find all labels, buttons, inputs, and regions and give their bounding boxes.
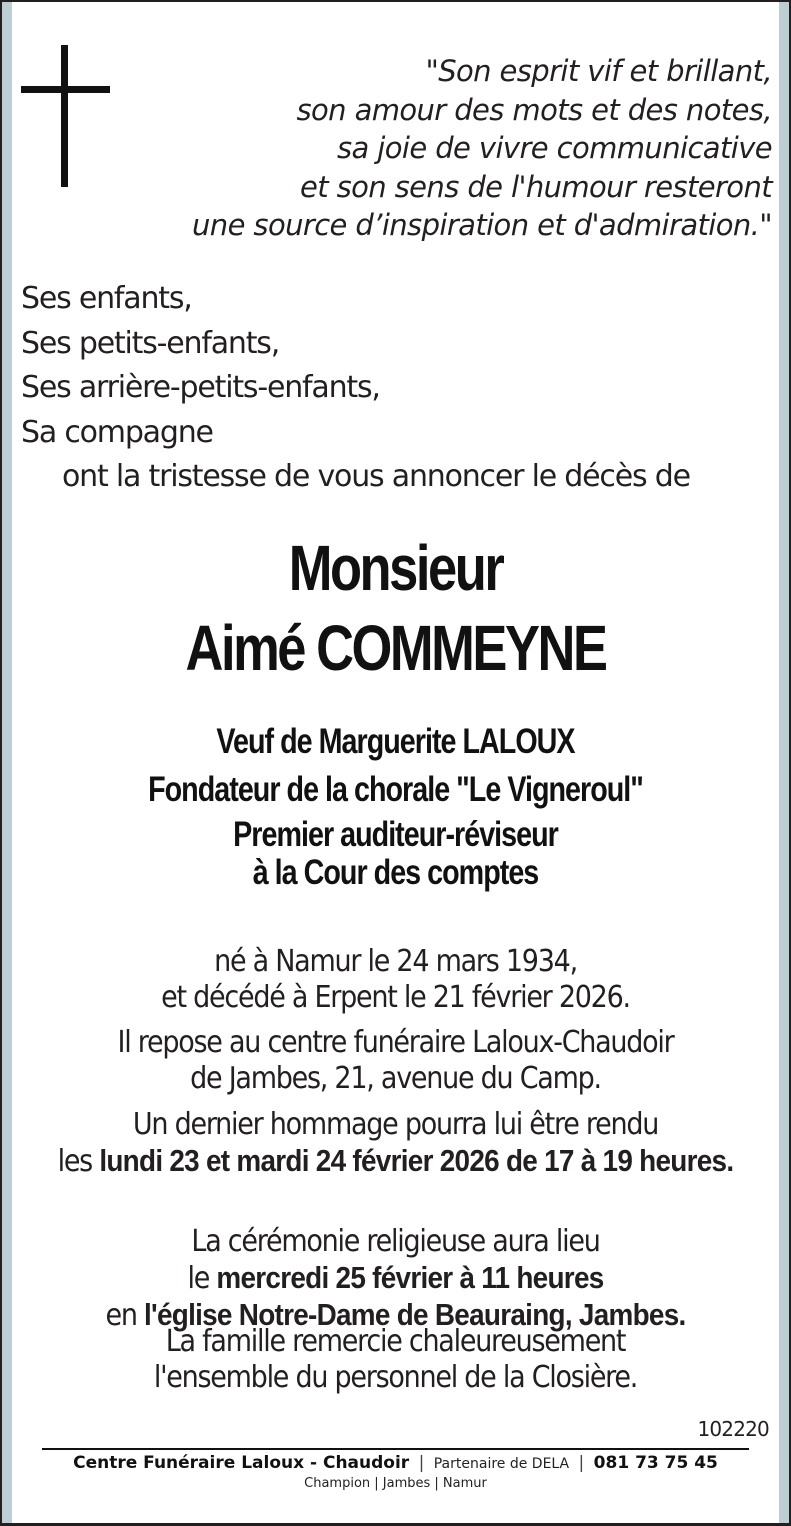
ceremony-paragraph	[52, 1224, 739, 1334]
family-member: Ses enfants,	[21, 281, 192, 316]
footer-separator: |	[418, 1453, 425, 1473]
footer-locations: Champion | Jambes | Namur	[304, 1476, 487, 1491]
right-side-stripe	[779, 2, 789, 1523]
position-line-2: à la Cour des comptes	[252, 853, 539, 892]
family-member: Ses petits-enfants,	[21, 325, 280, 361]
partner-text: Partenaire de DELA	[433, 1456, 570, 1472]
ceremony-line-1: La cérémonie religieuse aura lieu	[191, 1224, 600, 1259]
quote-line: et son sens de l'humour resteront	[299, 169, 772, 204]
church-prefix: en	[105, 1298, 145, 1333]
rests-line-1: Il repose au centre funéraire Laloux-Chaudoir	[117, 1025, 674, 1060]
death-line: et décédé à Erpent le 21 février 2026.	[161, 980, 630, 1015]
footer-separator: |	[578, 1453, 585, 1473]
funeral-home-name: Centre Funéraire Laloux - Chaudoir	[73, 1453, 410, 1473]
cross-horizontal-bar	[21, 86, 110, 93]
announcement-line: ont la tristesse de vous annoncer le décès de	[62, 459, 690, 494]
rests-line-2: de Jambes, 21, avenue du Camp.	[190, 1061, 601, 1096]
family-list	[21, 277, 380, 455]
tribute-prefix: les	[57, 1144, 100, 1179]
reference-number: 102220	[697, 1417, 769, 1441]
quote-line: une source d’inspiration et d'admiration."	[192, 208, 772, 242]
thanks-line-2: l'ensemble du personnel de la Closière.	[153, 1360, 638, 1395]
honorific: Monsieur	[288, 532, 503, 604]
tribute-line-1: Un dernier hommage pourra lui être rendu	[132, 1107, 659, 1142]
thanks-line-1: La famille remercie chaleureusement	[165, 1324, 626, 1359]
quote-line: "Son esprit vif et brillant,	[425, 54, 772, 88]
family-member: Sa compagne	[21, 414, 213, 450]
quote-line: son amour des mots et des notes,	[296, 92, 772, 127]
left-side-stripe	[2, 2, 12, 1523]
epigraph-quote	[132, 52, 772, 245]
position-line-1: Premier auditeur-réviseur	[233, 815, 558, 854]
ceremony-prefix: le	[187, 1261, 217, 1296]
birth-line: né à Namur le 24 mars 1934,	[214, 944, 577, 979]
tribute-paragraph	[52, 1107, 739, 1180]
founder-line: Fondateur de la chorale "Le Vigneroul"	[148, 770, 643, 809]
tribute-dates: lundi 23 et mardi 24 février 2026 de 17 à 19 heures.	[99, 1143, 734, 1178]
ceremony-date: mercredi 25 février à 11 heures	[216, 1260, 604, 1295]
rests-paragraph	[52, 1025, 739, 1097]
full-name: Aimé COMMEYNE	[185, 612, 606, 684]
birth-death-paragraph	[52, 944, 739, 1016]
tribute-line-2	[52, 1143, 739, 1180]
cross-vertical-bar	[61, 45, 68, 187]
titles-block	[83, 720, 709, 896]
funeral-home-footer	[14, 1453, 777, 1473]
quote-line: sa joie de vivre communicative	[337, 131, 772, 165]
church-name: l'église Notre-Dame de Beauraing, Jambes.	[144, 1297, 686, 1332]
widower-line: Veuf de Marguerite LALOUX	[216, 722, 575, 761]
family-member: Ses arrière-petits-enfants,	[21, 370, 380, 405]
thanks-paragraph	[52, 1324, 739, 1396]
deceased-name-block	[83, 528, 709, 688]
phone-number: 081 73 75 45	[593, 1453, 718, 1473]
footer-divider	[42, 1448, 749, 1450]
ceremony-line-2	[52, 1260, 739, 1297]
